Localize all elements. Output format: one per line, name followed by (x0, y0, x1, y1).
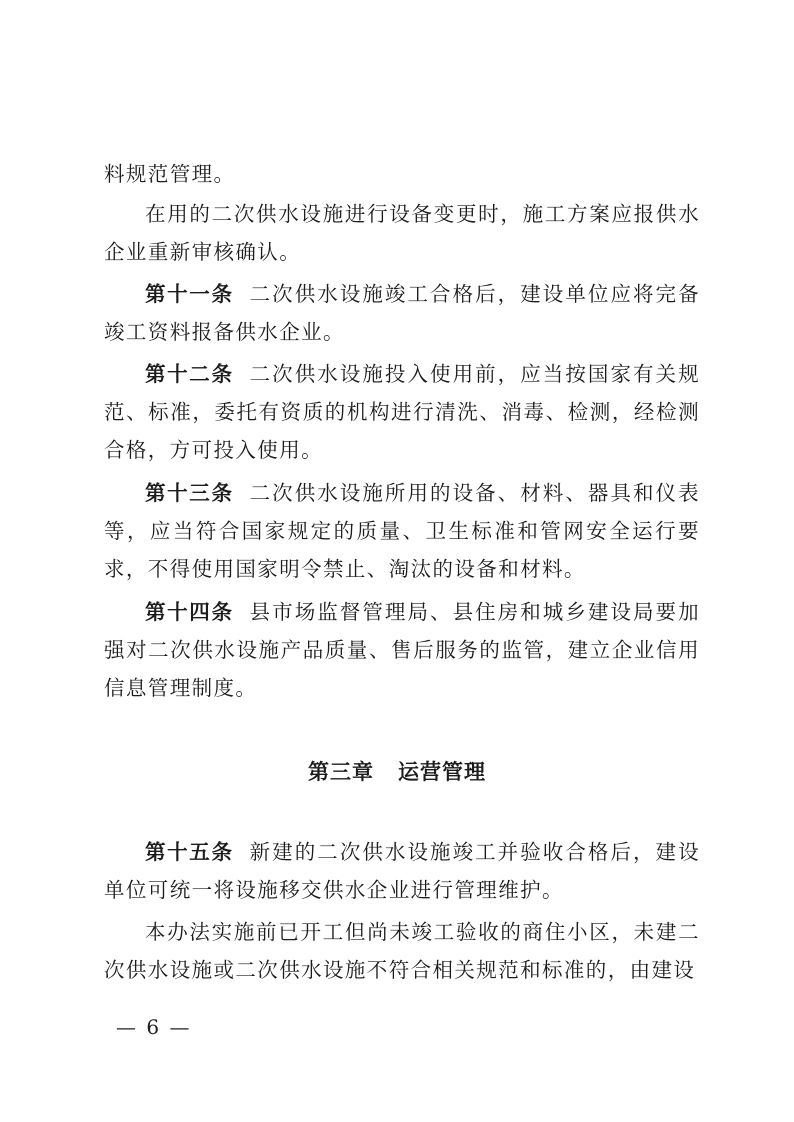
article-heading: 第十二条 (145, 362, 234, 386)
page-number: — 6 — (116, 1015, 192, 1039)
article-11 (104, 275, 700, 351)
paragraph-text: 在用的二次供水设施进行设备变更时，施工方案应报供水企业重新审核确认。 (104, 202, 700, 264)
article-heading: 第十一条 (145, 282, 234, 306)
article-15 (104, 833, 700, 909)
article-text: 二次供水设施所用的设备、材料、器具和仪表等，应当符合国家规定的质量、卫生标准和管网安全运行要求，不得使用国家明令禁止、淘汰的设备和材料。 (104, 481, 700, 581)
article-text: 县市场监督管理局、县住房和城乡建设局要加强对二次供水设施产品质量、售后服务的监管，建立企业信用信息管理制度。 (104, 600, 700, 700)
article-heading: 第十四条 (145, 600, 234, 624)
article-text: 二次供水设施竣工合格后，建设单位应将完备竣工资料报备供水企业。 (104, 282, 700, 344)
paragraph-text: 本办法实施前已开工但尚未竣工验收的商住小区，未建二次供水设施或二次供水设施不符合相关规范和标准的，由建设 (104, 920, 700, 982)
paragraph-text: 料规范管理。 (104, 162, 236, 186)
article-heading: 第十五条 (145, 840, 234, 864)
article-13 (104, 474, 700, 588)
article-heading: 第十三条 (145, 481, 234, 505)
paragraph-transition (104, 913, 700, 989)
article-text: 新建的二次供水设施竣工并验收合格后，建设单位可统一将设施移交供水企业进行管理维护。 (104, 840, 700, 902)
paragraph-equipment-change (104, 195, 700, 271)
chapter-title: 运营管理 (398, 760, 486, 784)
chapter-heading (0, 752, 794, 792)
article-text: 二次供水设施投入使用前，应当按国家有关规范、标准，委托有资质的机构进行清洗、消毒、检测，经检测合格，方可投入使用。 (104, 362, 700, 462)
article-12 (104, 355, 700, 469)
chapter-number: 第三章 (308, 760, 374, 784)
article-14 (104, 593, 700, 707)
paragraph-continuation (104, 155, 700, 193)
